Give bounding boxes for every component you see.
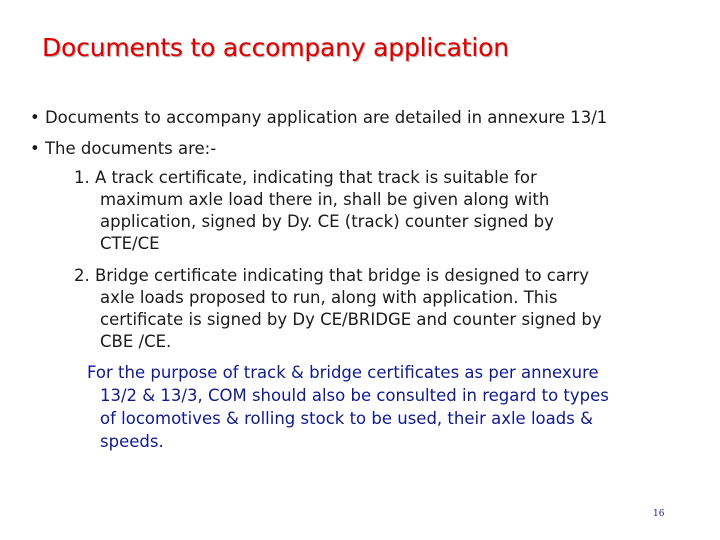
item-1-line-3: application, signed by Dy. CE (track) counter signed by bbox=[100, 212, 554, 231]
item-2-line-1: 2. Bridge certificate indicating that bridge is designed to carry bbox=[74, 266, 590, 285]
slide-title: Documents to accompany application bbox=[42, 33, 509, 62]
note-line-4: speeds. bbox=[100, 432, 164, 451]
note-line-2: 13/2 & 13/3, COM should also be consulted in regard to types bbox=[100, 386, 609, 405]
bullet-annexure: • Documents to accompany application are detailed in annexure 13/1 bbox=[30, 108, 608, 127]
item-1-line-2: maximum axle load there in, shall be given along with bbox=[100, 190, 550, 209]
item-2-line-3: certificate is signed by Dy CE/BRIDGE and counter signed by bbox=[100, 310, 602, 329]
note-line-3: of locomotives & rolling stock to be used, their axle loads & bbox=[100, 409, 593, 428]
item-1-line-1: 1. A track certificate, indicating that track is suitable for bbox=[74, 168, 537, 187]
item-1-line-4: CTE/CE bbox=[100, 234, 160, 253]
item-2-line-4: CBE /CE. bbox=[100, 332, 172, 351]
bullet-documents: • The documents are:- bbox=[30, 139, 217, 158]
note-line-1: For the purpose of track & bridge certificates as per annexure bbox=[87, 363, 599, 382]
item-2-line-2: axle loads proposed to run, along with application. This bbox=[100, 288, 558, 307]
page-number: 16 bbox=[653, 509, 665, 519]
